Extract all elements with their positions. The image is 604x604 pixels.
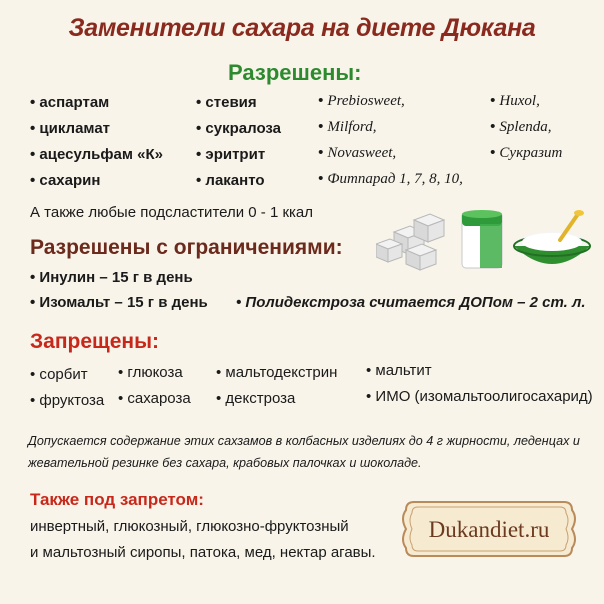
list-item: • мальтит	[366, 358, 593, 384]
list-item: • Фитпарад 1, 7, 8, 10,	[318, 166, 463, 192]
dukandiet-logo	[400, 498, 578, 560]
list-item: • аспартам	[30, 90, 163, 116]
list-item: • сорбит	[30, 362, 104, 388]
page-title: Заменители сахара на диете Дюкана	[68, 14, 536, 42]
also-forbidden-text	[30, 514, 410, 566]
sweetener-dispenser-icon	[462, 210, 502, 268]
list-item: • сахароза	[118, 386, 191, 412]
list-item: • Novasweet,	[318, 140, 463, 166]
limited-item-inulin: • Инулин – 15 г в день	[30, 269, 193, 286]
limited-item-polydextrose: • Полидекстроза считается ДОПом – 2 ст. л.	[236, 294, 586, 311]
forbidden-list-2	[118, 360, 191, 412]
list-item: • Prebiosweet,	[318, 88, 463, 114]
list-item: • Milford,	[318, 114, 463, 140]
forbidden-heading: Запрещены:	[30, 330, 160, 353]
also-forbidden-line-1: инвертный, глюкозный, глюкозно-фруктозный	[30, 518, 349, 535]
list-item: • фруктоза	[30, 388, 104, 414]
allowed-list-2	[196, 90, 281, 194]
list-item: • ацесульфам «К»	[30, 142, 163, 168]
list-item: • Huxol,	[490, 88, 562, 114]
list-item: • лаканто	[196, 168, 281, 194]
list-item: • сахарин	[30, 168, 163, 194]
list-item: • ИМО (изомальтоолигосахарид)	[366, 384, 593, 410]
allowed-list-3	[318, 88, 463, 192]
list-item: • стевия	[196, 90, 281, 116]
forbidden-list-4	[366, 358, 593, 410]
sugar-cubes-icon	[376, 214, 444, 270]
also-note: А также любые подсластители 0 - 1 ккал	[30, 204, 314, 221]
forbidden-list-3	[216, 360, 337, 412]
allowed-heading: Разрешены:	[228, 60, 362, 85]
powder-bowl-icon	[514, 210, 590, 264]
list-item: • мальтодекстрин	[216, 360, 337, 386]
forbidden-list-1	[30, 362, 104, 414]
list-item: • цикламат	[30, 116, 163, 142]
allowed-in-products-note: Допускается содержание этих сахзамов в колбасных изделиях до 4 г жирности, леденцах и жевательной резинке без сахара, крабовых палочках и шоколаде.	[28, 434, 580, 470]
allowed-list-4	[490, 88, 562, 166]
list-item: • сукралоза	[196, 116, 281, 142]
also-forbidden-line-2: и мальтозный сиропы, патока, мед, нектар агавы.	[30, 544, 376, 561]
list-item: • глюкоза	[118, 360, 191, 386]
also-forbidden-heading: Также под запретом:	[30, 490, 204, 509]
limited-heading: Разрешены с ограничениями:	[30, 236, 343, 259]
list-item: • эритрит	[196, 142, 281, 168]
logo-text: Dukandiet.ru	[428, 517, 550, 542]
list-item: • Сукразит	[490, 140, 562, 166]
allowed-list-1	[30, 90, 163, 194]
limited-item-isomalt: • Изомальт – 15 г в день	[30, 294, 208, 311]
list-item: • Splenda,	[490, 114, 562, 140]
sweetener-illustrations	[376, 206, 596, 274]
list-item: • декстроза	[216, 386, 337, 412]
